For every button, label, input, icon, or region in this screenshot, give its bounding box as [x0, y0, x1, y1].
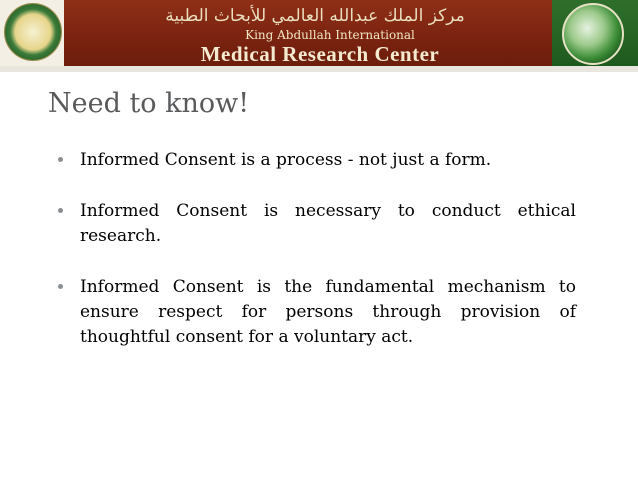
arabic-org-name: مركز الملك عبدالله العالمي للأبحاث الطبية — [165, 6, 465, 26]
list-item — [56, 199, 576, 249]
slide-title: Need to know! — [48, 88, 250, 119]
header-banner — [0, 0, 638, 72]
bullet-icon — [58, 208, 63, 213]
bullet-text: Informed Consent is necessary to conduct ethical research. — [80, 201, 576, 246]
globe-emblem-icon — [562, 3, 624, 65]
bullet-icon — [58, 157, 63, 162]
org-name-line1: King Abdullah International — [245, 28, 415, 42]
list-item — [56, 275, 576, 350]
bullet-icon — [58, 284, 63, 289]
bullet-text: Informed Consent is a process - not just a form. — [80, 150, 492, 170]
seal-emblem-icon — [4, 3, 62, 61]
banner-divider — [0, 66, 638, 72]
list-item — [56, 148, 576, 173]
research-center-logo — [552, 0, 638, 66]
university-seal-logo — [0, 0, 64, 66]
bullet-list — [56, 148, 576, 376]
bullet-text: Informed Consent is the fundamental mechanism to ensure respect for persons through provision of thoughtful consent for a voluntary act. — [80, 277, 576, 347]
org-name-line2: Medical Research Center — [200, 42, 440, 66]
